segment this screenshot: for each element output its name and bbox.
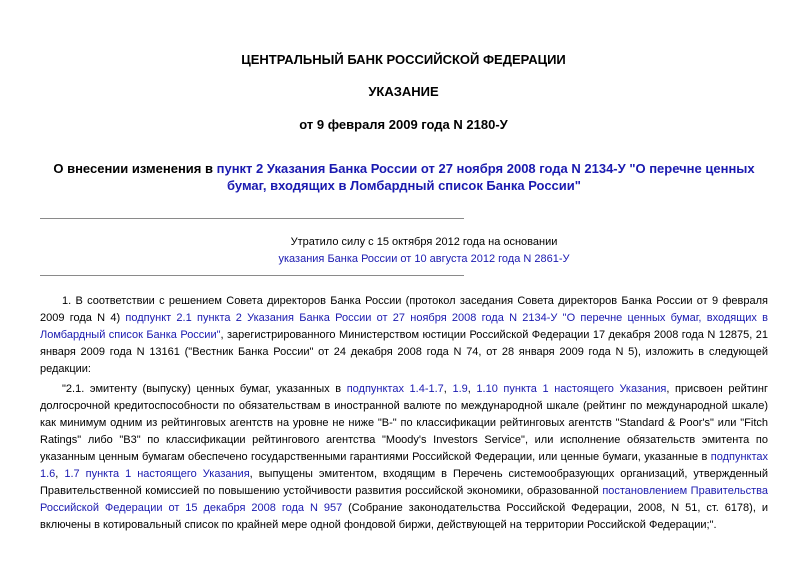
p2-text-2: , присвоен рейтинг долгосрочной кредитоспособности по обязательствам в иностранной валюте по международной шкале (рейтинг по международной шкале) как минимум одним из рейтинговых агентств на уровне не ниже "B-" по классификации рейтинговых агентств "Standard & Poor's" или "Fitch Ratings" либо "B3" по классификации рейтингового агентства "Moody's Investors Service", или исполнение обязательств эмитента по указанным ценным бумагам обеспечено государственными гарантиями Российской Федерации, или ценные бумаги, указанные в bbox=[40, 383, 768, 463]
subject-link[interactable]: пункт 2 Указания Банка России от 27 ноября 2008 года N 2134-У "О перечне ценных бумаг, входящих в Ломбардный список Банка России" bbox=[216, 161, 755, 193]
document-date: от 9 февраля 2009 года N 2180-У bbox=[299, 117, 508, 132]
p2-sep-3: , bbox=[55, 468, 65, 480]
lapse-notice: Утратило силу с 15 октября 2012 года на основании bbox=[290, 236, 558, 248]
p1-link-subpoint-2-1[interactable]: подпункт 2.1 пункта 2 Указания Банка России от 27 ноября 2008 года N 2134-У "О перечне ценных бумаг, входящих в Ломбардный список Банка России" bbox=[40, 312, 768, 341]
divider-bottom bbox=[40, 275, 464, 276]
document-type: УКАЗАНИЕ bbox=[368, 84, 439, 99]
p2-link-government-decree[interactable]: постановлением Правительства Российской Федерации от 15 декабря 2008 года N 957 bbox=[40, 485, 768, 514]
document-subject bbox=[40, 160, 768, 194]
p2-text-1: "2.1. эмитенту (выпуску) ценных бумаг, указанных в bbox=[62, 383, 347, 395]
lapse-link[interactable]: указания Банка России от 10 августа 2012 года N 2861-У bbox=[278, 253, 570, 265]
paragraph-2 bbox=[40, 381, 768, 534]
lapse-notice-link-line bbox=[40, 253, 807, 265]
p2-sep-1: , bbox=[443, 383, 453, 395]
p2-link-1-10[interactable]: 1.10 пункта 1 настоящего Указания bbox=[476, 383, 667, 395]
divider-top bbox=[40, 218, 464, 219]
p2-link-1-9[interactable]: 1.9 bbox=[452, 383, 468, 395]
p1-text-2: , зарегистрированного Министерством юстиции Российской Федерации 17 декабря 2008 года N 12875, 21 января 2009 года N 13161 ("Вестник Банка России" от 24 декабря 2008 года N 74, от 28 января 2009 года N 5), изложить в следующей редакции: bbox=[40, 329, 768, 375]
p2-link-subpoints-1-4-1-7[interactable]: подпунктах 1.4-1.7 bbox=[346, 383, 444, 395]
subject-prefix: О внесении изменения в bbox=[53, 161, 217, 176]
paragraph-1 bbox=[40, 293, 768, 378]
p2-text-4: (Собрание законодательства Российской Федерации, 2008, N 51, ст. 6178), и включены в котировальный список по крайней мере одной фондовой биржи, действующей на территории Российской Федерации;". bbox=[40, 502, 768, 531]
p1-text-1: 1. В соответствии с решением Совета директоров Банка России (протокол заседания Совета директоров Банка России от 9 февраля 2009 года N 4) bbox=[40, 295, 768, 324]
p2-text-3: , выпущены эмитентом, входящим в Перечень системообразующих организаций, утвержденный Правительственной комиссией по повышению устойчивости развития российской экономики, образованной bbox=[40, 468, 768, 497]
organization-title: ЦЕНТРАЛЬНЫЙ БАНК РОССИЙСКОЙ ФЕДЕРАЦИИ bbox=[241, 52, 566, 67]
p2-link-subpoints-1-6[interactable]: подпунктах 1.6 bbox=[40, 451, 768, 480]
p2-link-1-7[interactable]: 1.7 пункта 1 настоящего Указания bbox=[64, 468, 250, 480]
p2-sep-2: , bbox=[467, 383, 477, 395]
